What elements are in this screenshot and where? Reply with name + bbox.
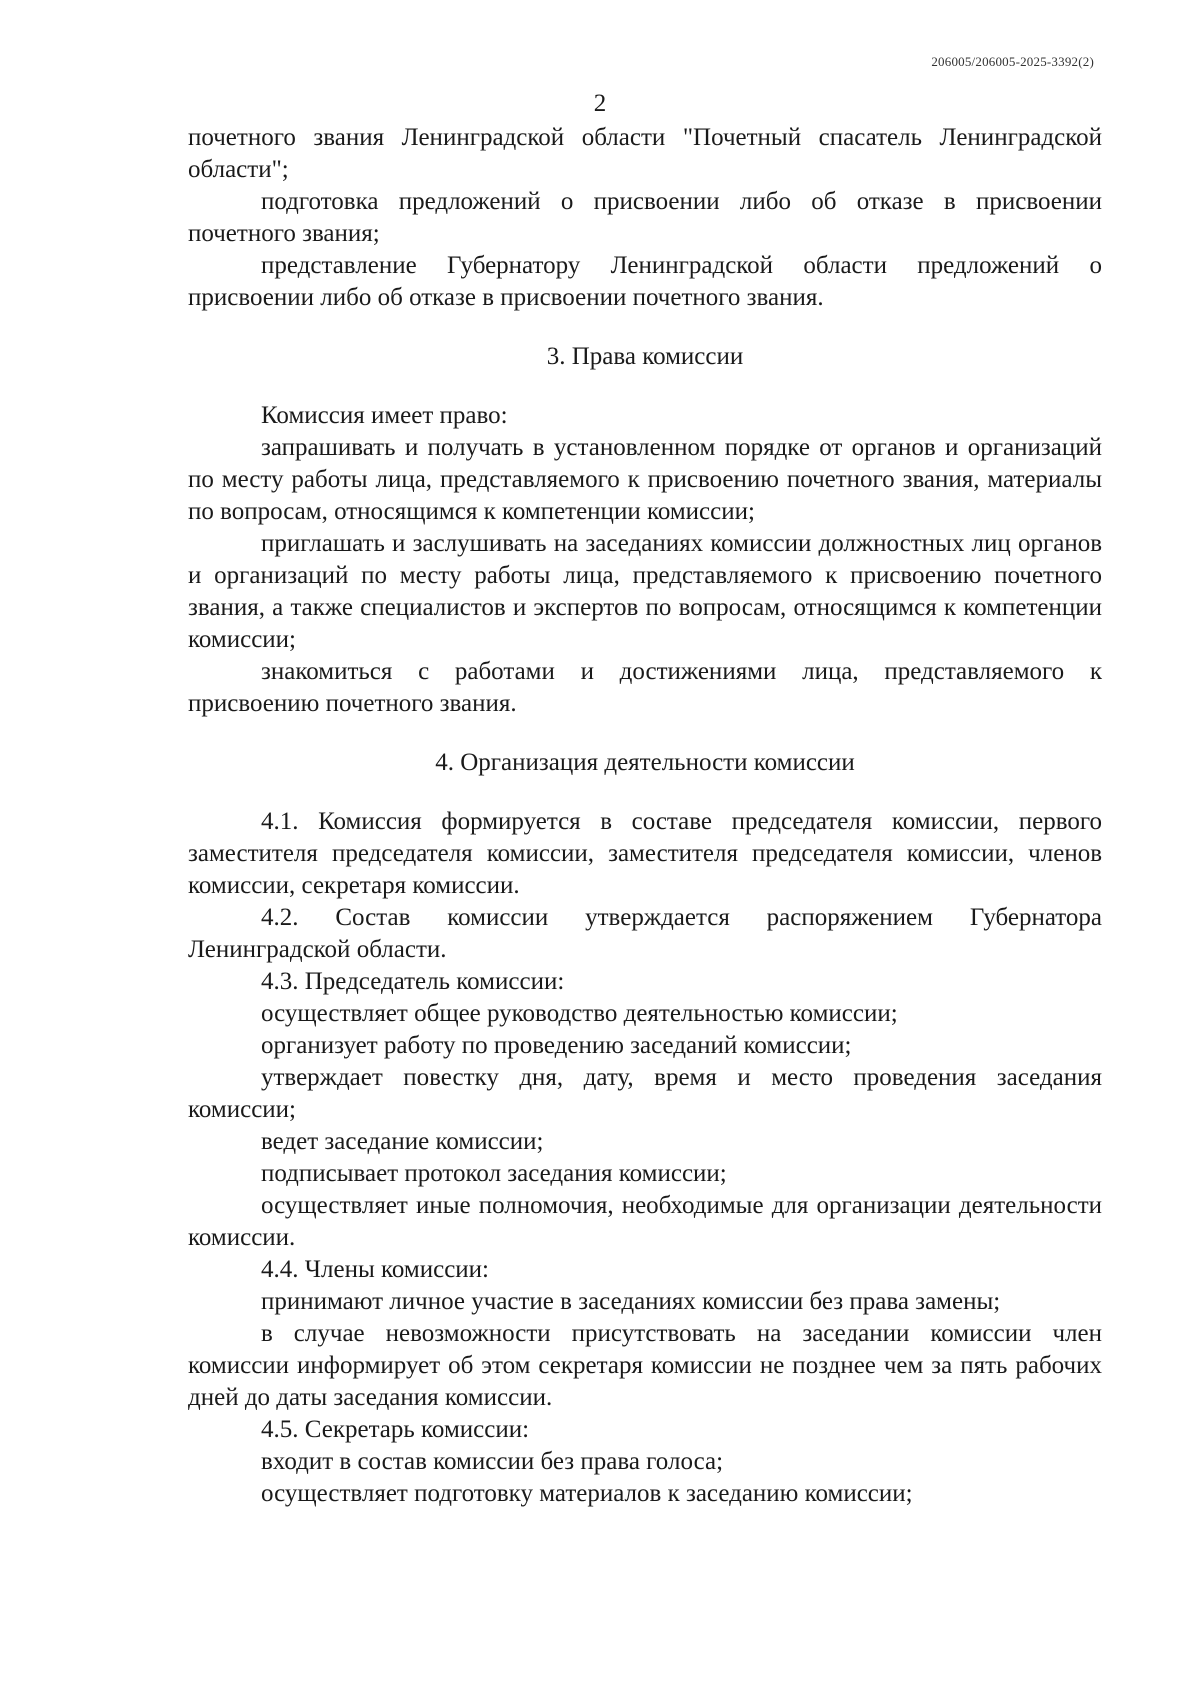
list-item: осуществляет общее руководство деятельностью комиссии;: [261, 1000, 898, 1027]
list-item: в случае невозможности присутствовать на заседании комиссии член комиссии информирует об этом секретаря комиссии не позднее чем за пять рабочих дней до даты заседания комиссии.: [188, 1320, 1102, 1411]
section-heading-organization: 4. Организация деятельности комиссии: [435, 749, 855, 776]
document-id: 206005/206005-2025-3392(2): [931, 54, 1094, 69]
list-item: знакомиться с работами и достижениями лица, представляемого к присвоению почетного звания.: [188, 658, 1102, 717]
paragraph-proposals-to-governor: представление Губернатору Ленинградской области предложений о присвоении либо об отказе в присвоении почетного звания.: [188, 252, 1102, 311]
list-item: осуществляет иные полномочия, необходимые для организации деятельности комиссии.: [188, 1192, 1102, 1251]
list-item: ведет заседание комиссии;: [261, 1128, 544, 1155]
section-heading-rights: 3. Права комиссии: [546, 343, 744, 370]
paragraph-title-continuation: почетного звания Ленинградской области "Почетный спасатель Ленинградской области";: [188, 124, 1102, 183]
clause-4-1: 4.1. Комиссия формируется в составе председателя комиссии, первого заместителя председателя комиссии, заместителя председателя комиссии, членов комиссии, секретаря комиссии.: [188, 808, 1102, 899]
list-item: утверждает повестку дня, дату, время и место проведения заседания комиссии;: [188, 1064, 1102, 1123]
list-item: запрашивать и получать в установленном порядке от органов и организаций по месту работы лица, представляемого к присвоению почетного звания, материалы по вопросам, относящимся к компетенции комиссии;: [188, 434, 1102, 525]
clause-4-3: 4.3. Председатель комиссии:: [261, 968, 565, 995]
clause-4-2: 4.2. Состав комиссии утверждается распоряжением Губернатора Ленинградской области.: [188, 904, 1102, 963]
clause-4-5: 4.5. Секретарь комиссии:: [261, 1416, 530, 1443]
list-item: организует работу по проведению заседаний комиссии;: [261, 1032, 852, 1059]
list-item: осуществляет подготовку материалов к заседанию комиссии;: [261, 1480, 913, 1507]
paragraph-proposals-preparation: подготовка предложений о присвоении либо об отказе в присвоении почетного звания;: [188, 188, 1102, 247]
document-body: [188, 122, 1102, 1510]
paragraph-rights-intro: Комиссия имеет право:: [261, 402, 508, 429]
list-item: приглашать и заслушивать на заседаниях комиссии должностных лиц органов и организаций по месту работы лица, представляемого к присвоению почетного звания, а также специалистов и экспертов по вопросам, относящимся к компетенции комиссии;: [188, 530, 1102, 653]
page-number: 2: [593, 90, 607, 117]
clause-4-4: 4.4. Члены комиссии:: [261, 1256, 489, 1283]
list-item: принимают личное участие в заседаниях комиссии без права замены;: [261, 1288, 1001, 1315]
list-item: подписывает протокол заседания комиссии;: [261, 1160, 727, 1187]
list-item: входит в состав комиссии без права голоса;: [261, 1448, 724, 1475]
